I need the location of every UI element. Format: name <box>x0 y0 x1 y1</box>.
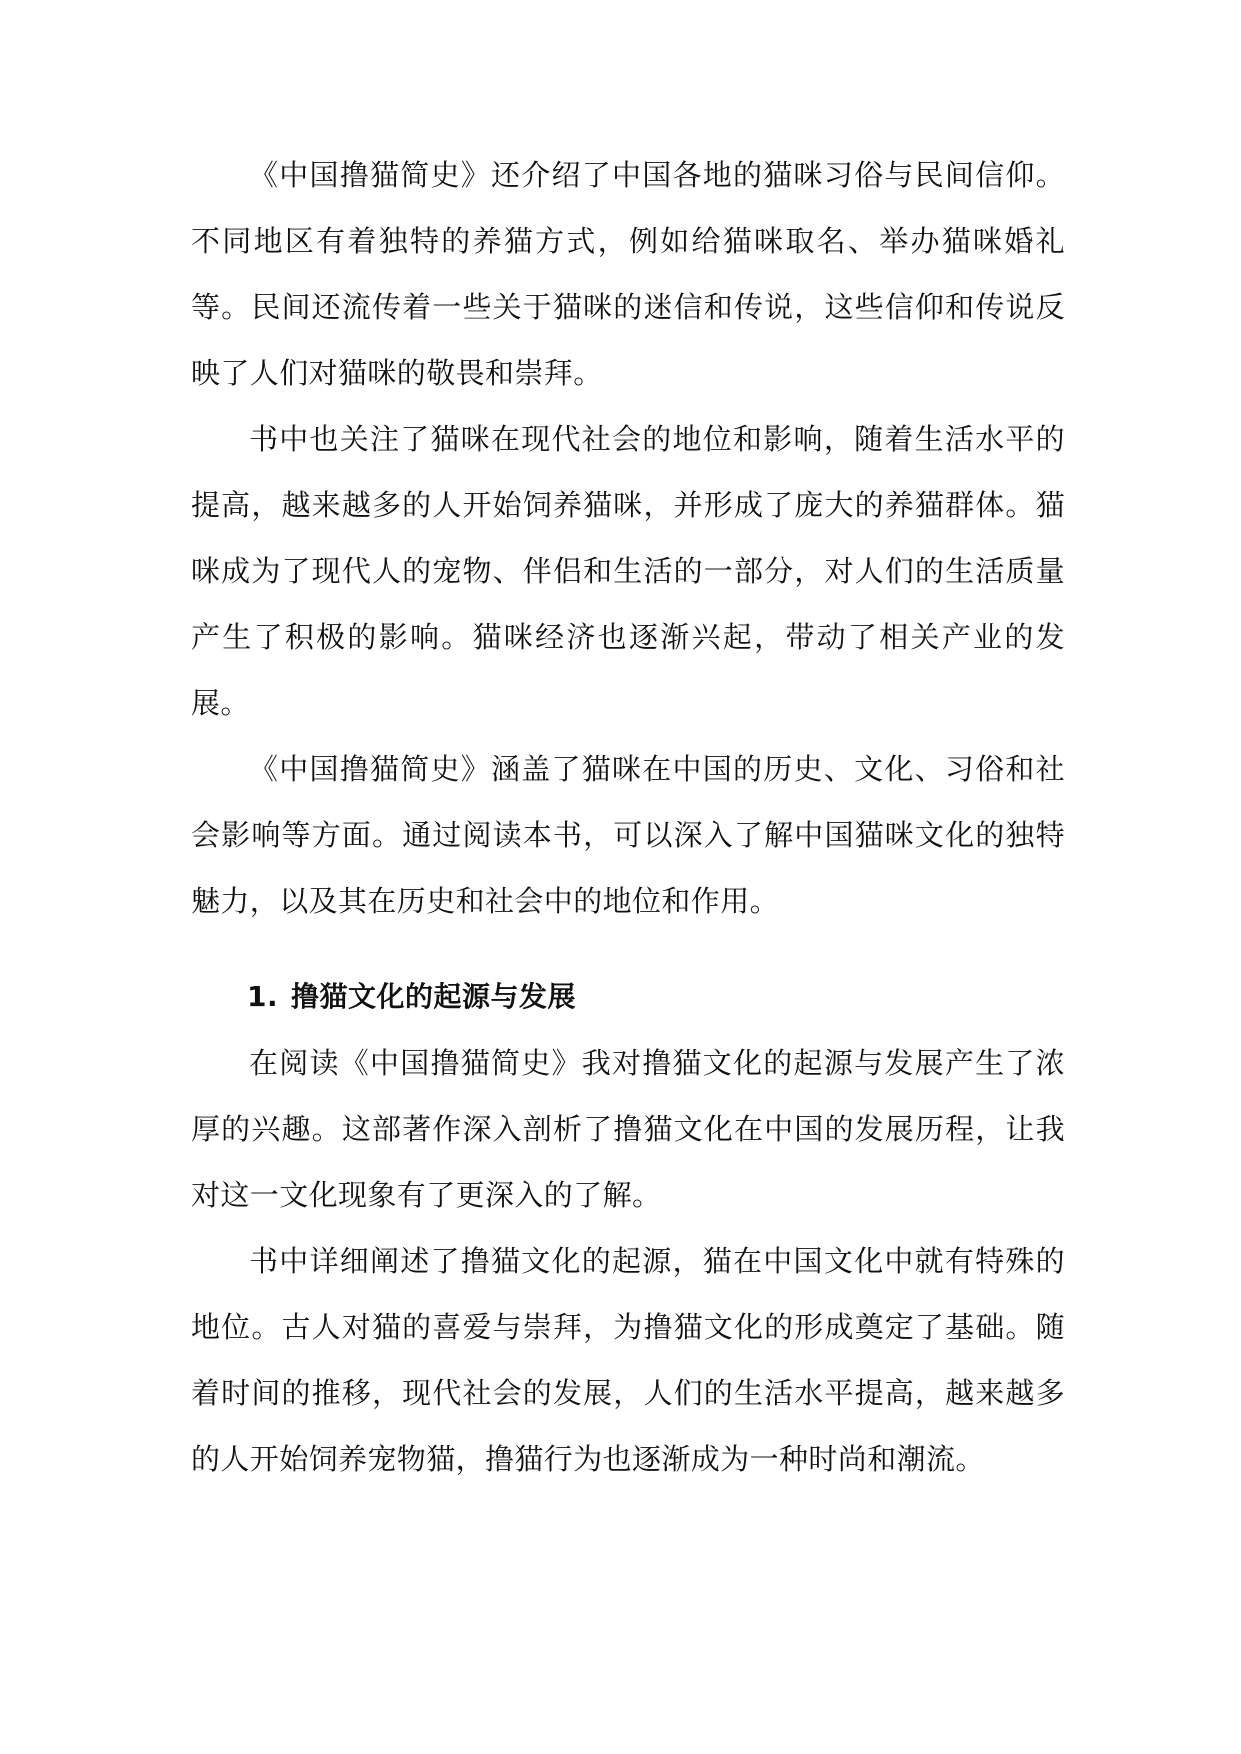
paragraph-origin-details: 书中详细阐述了撸猫文化的起源，猫在中国文化中就有特殊的地位。古人对猫的喜爱与崇拜，为撸猫文化的形成奠定了基础。随着时间的推移，现代社会的发展，人们的生活水平提高，越来越多的人开始饲养宠物猫，撸猫行为也逐渐成为一种时尚和潮流。 <box>191 1244 1065 1476</box>
paragraph-cat-customs: 《中国撸猫简史》还介绍了中国各地的猫咪习俗与民间信仰。不同地区有着独特的养猫方式，例如给猫咪取名、举办猫咪婚礼等。民间还流传着一些关于猫咪的迷信和传说，这些信仰和传说反映了人们对猫咪的敬畏和崇拜。 <box>191 158 1065 390</box>
paragraph-book-summary: 《中国撸猫简史》涵盖了猫咪在中国的历史、文化、习俗和社会影响等方面。通过阅读本书，可以深入了解中国猫咪文化的独特魅力，以及其在历史和社会中的地位和作用。 <box>191 752 1065 918</box>
paragraph-reading-interest: 在阅读《中国撸猫简史》我对撸猫文化的起源与发展产生了浓厚的兴趣。这部著作深入剖析了撸猫文化在中国的发展历程，让我对这一文化现象有了更深入的了解。 <box>191 1046 1065 1212</box>
section-title: 撸猫文化的起源与发展 <box>291 980 577 1013</box>
section-heading <box>191 964 1065 1030</box>
paragraph-modern-society: 书中也关注了猫咪在现代社会的地位和影响，随着生活水平的提高，越来越多的人开始饲养猫咪，并形成了庞大的养猫群体。猫咪成为了现代人的宠物、伴侣和生活的一部分，对人们的生活质量产生了积极的影响。猫咪经济也逐渐兴起，带动了相关产业的发展。 <box>191 422 1065 720</box>
document-body <box>191 142 1065 1492</box>
section-number: 1. <box>247 980 279 1013</box>
